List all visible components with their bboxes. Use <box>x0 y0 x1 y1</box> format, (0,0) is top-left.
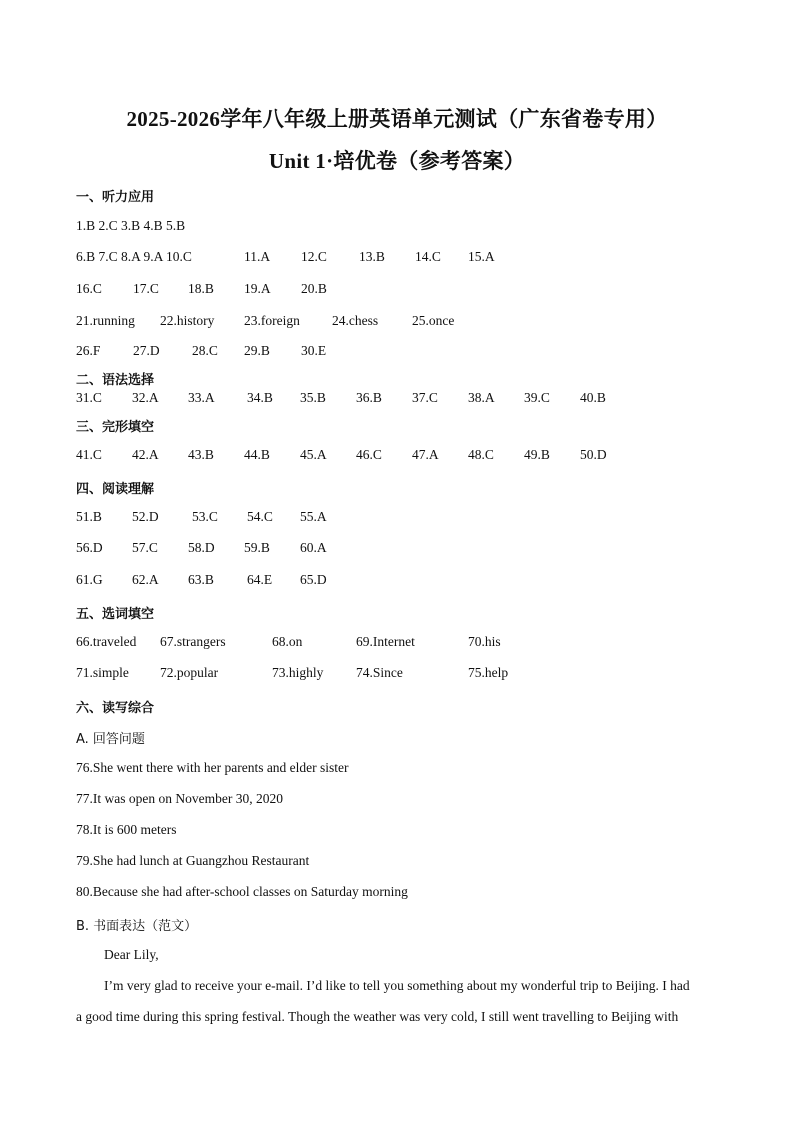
answer-item: 37.C <box>412 390 438 405</box>
answer-item: 36.B <box>356 390 382 405</box>
answer-item: 43.B <box>188 447 214 462</box>
answer-item: 32.A <box>132 390 159 405</box>
answer-item: 65.D <box>300 572 327 587</box>
answer-item: 26.F <box>76 343 101 358</box>
answer-item: 55.A <box>300 509 327 524</box>
answer-item: 71.simple <box>76 665 129 680</box>
part-b-heading: B. 书面表达（范文） <box>76 919 198 934</box>
answer-item: 15.A <box>468 249 495 264</box>
answer-item: 67.strangers <box>160 634 226 649</box>
section-heading-grammar: 二、语法选择 <box>76 373 155 388</box>
answer-item: 33.A <box>188 390 215 405</box>
answer-item: 42.A <box>132 447 159 462</box>
answer-item: 28.C <box>192 343 218 358</box>
answer-77: 77.It was open on November 30, 2020 <box>76 791 283 806</box>
answer-item: 23.foreign <box>244 313 300 328</box>
answer-item: 24.chess <box>332 313 379 328</box>
answer-item: 40.B <box>580 390 606 405</box>
answer-item: 66.traveled <box>76 634 137 649</box>
answer-item: 29.B <box>244 343 270 358</box>
answer-79: 79.She had lunch at Guangzhou Restaurant <box>76 853 310 868</box>
answer-item: 60.A <box>300 540 327 555</box>
answer-item: 13.B <box>359 249 385 264</box>
page-subtitle: Unit 1·培优卷（参考答案） <box>268 149 526 173</box>
answer-row: 1.B 2.C 3.B 4.B 5.B <box>76 218 186 233</box>
answer-item: 54.C <box>247 509 273 524</box>
answer-item: 75.help <box>468 665 509 680</box>
answer-item: 57.C <box>132 540 158 555</box>
answer-item: 25.once <box>412 313 455 328</box>
answer-80: 80.Because she had after-school classes on Saturday morning <box>76 884 408 899</box>
answer-item: 39.C <box>524 390 550 405</box>
answer-item: 38.A <box>468 390 495 405</box>
answer-item: 20.B <box>301 281 327 296</box>
answer-item: 16.C <box>76 281 102 296</box>
section-heading-reading: 四、阅读理解 <box>76 482 155 497</box>
answer-item: 73.highly <box>272 665 324 680</box>
answer-item: 61.G <box>76 572 103 587</box>
answer-item: 11.A <box>244 249 271 264</box>
answer-item: 62.A <box>132 572 159 587</box>
section-heading-listening: 一、听力应用 <box>76 190 155 205</box>
answer-item: 53.C <box>192 509 218 524</box>
answer-item: 49.B <box>524 447 550 462</box>
answer-item: 68.on <box>272 634 303 649</box>
answer-item: 47.A <box>412 447 439 462</box>
answer-item: 44.B <box>244 447 270 462</box>
answer-item: 12.C <box>301 249 327 264</box>
answer-item: 46.C <box>356 447 382 462</box>
answer-item: 35.B <box>300 390 326 405</box>
answer-item: 31.C <box>76 390 102 405</box>
essay-line: I’m very glad to receive your e-mail. I’d like to tell you something about my wonderful trip to Beijing. I had <box>104 978 690 993</box>
answer-item: 19.A <box>244 281 271 296</box>
answer-item: 58.D <box>188 540 215 555</box>
answer-item: 51.B <box>76 509 102 524</box>
answer-row: 6.B 7.C 8.A 9.A 10.C <box>76 249 192 264</box>
page-title: 2025-2026学年八年级上册英语单元测试（广东省卷专用） <box>126 107 668 131</box>
answer-item: 52.D <box>132 509 159 524</box>
answer-item: 21.running <box>76 313 135 328</box>
answer-item: 22.history <box>160 313 215 328</box>
answer-item: 72.popular <box>160 665 219 680</box>
answer-item: 50.D <box>580 447 607 462</box>
answer-item: 27.D <box>133 343 160 358</box>
answer-item: 69.Internet <box>356 634 415 649</box>
answer-item: 74.Since <box>356 665 403 680</box>
answer-item: 14.C <box>415 249 441 264</box>
answer-78: 78.It is 600 meters <box>76 822 177 837</box>
section-heading-reading-writing: 六、读写综合 <box>76 701 155 716</box>
answer-item: 63.B <box>188 572 214 587</box>
answer-item: 59.B <box>244 540 270 555</box>
answer-item: 34.B <box>247 390 273 405</box>
answer-76: 76.She went there with her parents and elder sister <box>76 760 349 775</box>
answer-item: 64.E <box>247 572 273 587</box>
answer-item: 41.C <box>76 447 102 462</box>
section-heading-word-fill: 五、选词填空 <box>76 607 155 622</box>
answer-item: 45.A <box>300 447 327 462</box>
answer-item: 18.B <box>188 281 214 296</box>
answer-item: 56.D <box>76 540 103 555</box>
answer-item: 48.C <box>468 447 494 462</box>
section-heading-cloze: 三、完形填空 <box>76 420 155 435</box>
answer-item: 30.E <box>301 343 327 358</box>
part-a-heading: A. 回答问题 <box>76 732 145 747</box>
letter-greeting: Dear Lily, <box>104 947 159 962</box>
essay-line: a good time during this spring festival. Though the weather was very cold, I still went travelling to Beijing with <box>76 1009 679 1024</box>
answer-item: 70.his <box>468 634 501 649</box>
answer-item: 17.C <box>133 281 159 296</box>
